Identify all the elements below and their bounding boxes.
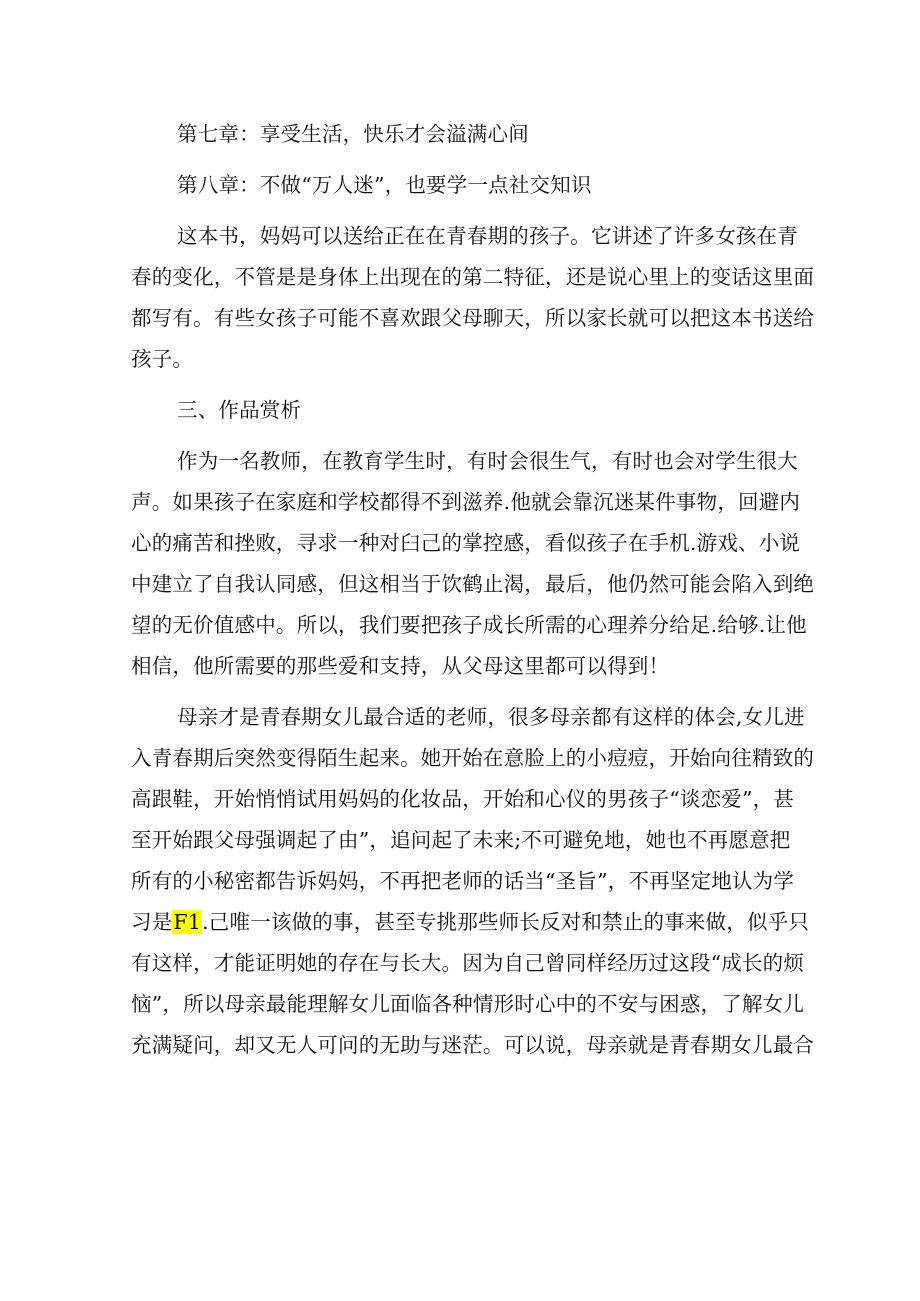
chapter-8-line: 第八章：不做“万人迷”，也要学一点社交知识 — [177, 173, 592, 197]
paragraph-line: 望的无价值感中。所以，我们要把孩子成长所需的心理养分给足.给够.让他 — [131, 613, 807, 637]
paragraph-line: 高跟鞋，开始悄悄试用妈妈的化妆品，开始和心仪的男孩子“谈恋爱”，甚 — [131, 787, 795, 811]
paragraph-line: 都写有。有些女孩子可能不喜欢跟父母聊天，所以家长就可以把这本书送给 — [131, 306, 815, 330]
line-prefix: 习是 — [131, 910, 173, 934]
paragraph-line: 至开始跟父母强调起了由”，追问起了未来;不可避免地，她也不再愿意把 — [131, 828, 791, 852]
paragraph-line: 这本书，妈妈可以送给正在在青春期的孩子。它讲述了许多女孩在青 — [177, 224, 798, 248]
paragraph-line: 有这样，才能证明她的存在与长大。因为自己曾同样经历过这段“成长的烦 — [131, 951, 805, 975]
paragraph-line: 相信，他所需要的那些爱和支持，从父母这里都可以得到！ — [131, 654, 670, 678]
paragraph-line: 声。如果孩子在家庭和学校都得不到滋养.他就会靠沉迷某件事物，回避内 — [131, 490, 801, 514]
mother-paragraph — [131, 697, 815, 1066]
intro-paragraph — [131, 216, 815, 380]
paragraph-line: 春的变化，不管是是身体上出现在的第二特征，还是说心里上的变话这里面 — [131, 265, 815, 289]
document-body — [131, 114, 815, 1066]
paragraph-line: 入青春期后突然变得陌生起来。她开始在意脸上的小痘痘，开始向往精致的 — [131, 746, 815, 770]
paragraph-line: 心的痛苦和挫败，寻求一种对臼己的掌控感，看似孩子在手机.游戏、小说 — [131, 531, 801, 555]
line-suffix: .己唯一该做的事，甚至专挑那些师长反对和禁止的事来做，似乎只 — [202, 910, 810, 934]
teacher-paragraph — [131, 441, 815, 687]
paragraph-line: 充满疑问，却又无人可问的无助与迷茫。可以说，母亲就是青春期女儿最合 — [131, 1033, 815, 1057]
section-heading: 三、作品赏析 — [177, 398, 302, 422]
paragraph-line-highlighted — [131, 902, 810, 943]
paragraph-line: 母亲才是青春期女儿最合适的老师，很多母亲都有这样的体会,女儿进 — [177, 705, 805, 729]
paragraph-line: 所有的小秘密都告诉妈妈，不再把老师的话当“圣旨”，不再坚定地认为学 — [131, 869, 795, 893]
paragraph-line: 作为一名教师，在教育学生时，有时会很生气，有时也会对学生很大 — [177, 449, 798, 473]
paragraph-line: 中建立了自我认同感，但这相当于饮鹤止渴，最后，他仍然可能会陷入到绝 — [131, 572, 815, 596]
paragraph-line: 恼”，所以母亲最能理解女儿面临各种情形时心中的不安与困惑，了解女儿 — [131, 992, 805, 1016]
paragraph-line: 孩子。 — [131, 347, 194, 371]
highlighted-text: F1 — [173, 910, 202, 934]
chapter-7-line: 第七章：享受生活，快乐才会溢满心间 — [177, 122, 529, 146]
